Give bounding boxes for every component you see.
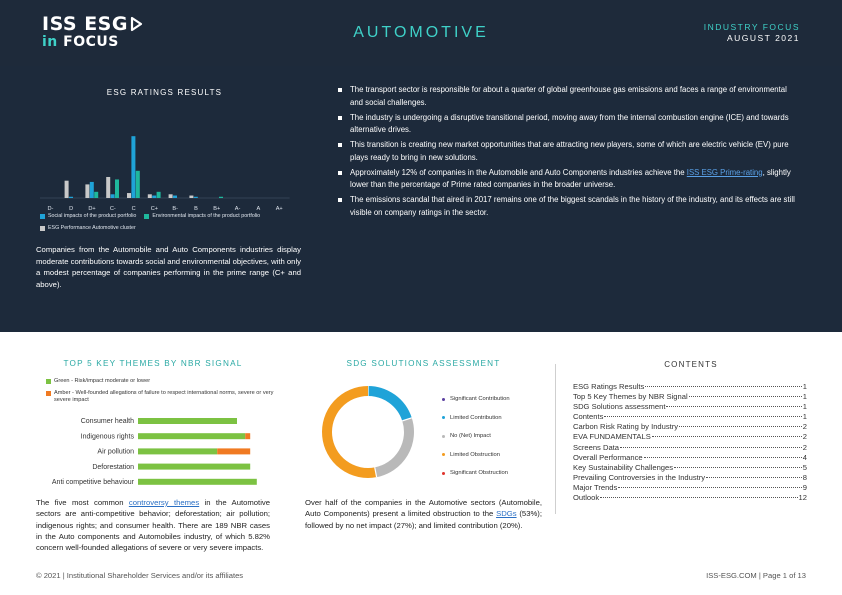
toc-entry[interactable] (573, 422, 807, 432)
toc-label: Overall Performance (573, 452, 643, 462)
sdg-legend-label: Limited Obstruction (450, 451, 500, 458)
sdg-para-text: Over half of the companies in the Automotive sectors (Automobile, Auto Components) present a limited obstruction to the (305, 498, 542, 519)
bullet-square-icon (338, 116, 342, 120)
bullet-text: The industry is undergoing a disruptive transitional period, moving away from the internal combustion engine (ICE) and towards alternative drives. (350, 112, 789, 134)
esg-ratings-chart (30, 102, 300, 212)
bar-green (138, 448, 217, 454)
toc-leader-dots (645, 386, 801, 387)
bullet-text: The emissions scandal that aired in 2017 remains one of the biggest scandals in the history of the industry, and its effects are still visible on company ratings in the sector. (350, 195, 795, 217)
nbr-para-text: in the Automotive sectors are anti-competitive behavior; deforestation; air pollution; indigenous rights; and consumer health. There are 189 NBR cases in the Auto components and Automobiles industry, of which 5.82% concern well-founded allegations of severe or very severe impacts. (36, 498, 271, 553)
summary-bullet (338, 84, 796, 109)
bar-D-2 (65, 181, 69, 198)
toc-label: Carbon Risk Rating by Industry (573, 422, 679, 432)
toc-leader-dots (689, 396, 802, 397)
toc-page-number: 1 (802, 382, 807, 391)
x-tick-label: C- (109, 206, 116, 212)
toc-page-number: 5 (802, 462, 807, 472)
logo-in: in (42, 34, 58, 50)
toc-label: EVA FUNDAMENTALS (573, 432, 651, 442)
bullet-square-icon (338, 143, 342, 147)
report-date: AUGUST 2021 (726, 33, 800, 43)
sdg-legend-label: Limited Contribution (450, 414, 502, 421)
toc-entry[interactable] (573, 432, 807, 442)
legend-label-green: Green - Risk/impact moderate or lower (54, 378, 151, 384)
x-tick-label: A+ (275, 206, 283, 212)
x-tick-label: B (194, 206, 198, 212)
bar-green (138, 418, 237, 424)
bar-C+-2 (148, 194, 152, 198)
toc-label: Prevailing Controversies in the Industry (573, 472, 706, 482)
toc-label: Contents (573, 412, 604, 422)
legend-swatch-cluster (40, 226, 45, 231)
legend-dot-icon (442, 398, 445, 401)
sdg-legend-label: Significant Obstruction (450, 470, 508, 477)
toc-leader-dots (600, 497, 797, 498)
legend-label-cluster: ESG Performance Automotive cluster (48, 225, 136, 231)
toc-label: ESG Ratings Results (573, 382, 645, 391)
toc-entry[interactable] (573, 463, 807, 473)
summary-bullet (338, 139, 796, 164)
bar-amber (217, 448, 250, 454)
toc-label: SDG Solutions assessment (573, 402, 666, 412)
report-type (704, 22, 800, 44)
toc-label: Key Sustainability Challenges (573, 462, 674, 472)
toc-page-number: 12 (798, 493, 807, 503)
bar-B+-1 (219, 197, 223, 198)
theme-label: Deforestation (92, 463, 134, 471)
sdg-donut-chart (318, 382, 418, 482)
esg-ratings-title: ESG RATINGS RESULTS (106, 88, 223, 97)
sdg-legend-item (442, 464, 510, 483)
legend-dot-icon (442, 416, 445, 419)
toc-leader-dots (604, 416, 801, 417)
toc-entry[interactable] (573, 392, 807, 402)
legend-label-amber: Amber - Well-founded allegations of failure to respect international norms, severe or very severe impact (54, 390, 274, 403)
toc-page-number: 9 (802, 482, 807, 492)
toc-page-number: 2 (802, 432, 807, 442)
footer-copyright: © 2021 | Institutional Shareholder Services and/or its affiliates (36, 571, 244, 580)
toc-page-number: 2 (802, 422, 807, 432)
bullet-text: This transition is creating new market opportunities that are attracting new players, some of which are electric vehicle (EV) pure plays ready to bring in new solutions. (350, 140, 789, 162)
summary-section (0, 66, 842, 332)
bar-C-2 (127, 193, 131, 198)
toc-entry[interactable] (573, 453, 807, 463)
toc-leader-dots (674, 467, 802, 468)
table-of-contents (573, 382, 807, 503)
toc-page-number: 2 (802, 442, 807, 452)
summary-bullets (338, 84, 796, 222)
theme-label: Air pollution (97, 448, 134, 456)
legend-label-social: Social impacts of the product portfolio (48, 213, 137, 219)
toc-leader-dots (644, 457, 802, 458)
legend-swatch-environmental (144, 214, 149, 219)
toc-label: Screens Data (573, 442, 620, 452)
legend-dot-icon (442, 472, 445, 475)
sdg-legend-label: No (Net) Impact (450, 433, 491, 440)
bullet-square-icon (338, 88, 342, 92)
toc-page-number: 8 (802, 472, 807, 482)
logo-text: ISS ESG (42, 13, 128, 35)
esg-ratings-paragraph: Companies from the Automobile and Auto Components industries display moderate contributions towards social and environmental objectives, with only a modest percentage of companies performing in the prime range (C+ and above). (36, 245, 301, 289)
toc-entry[interactable] (573, 382, 807, 392)
sdg-para-text: (53%); followed by no net impact (27%); and limited contribution (20%). (305, 509, 543, 530)
toc-leader-dots (679, 426, 802, 427)
nbr-legend-green (46, 378, 286, 385)
legend-item-cluster (40, 225, 136, 231)
toc-leader-dots (618, 487, 801, 488)
legend-item-environmental (144, 213, 260, 219)
sdg-legend (442, 390, 510, 483)
bar-C--0 (111, 194, 115, 198)
nbr-paragraph (36, 497, 270, 553)
nbr-para-text: The five most common (36, 498, 129, 507)
x-tick-label: D+ (88, 206, 96, 212)
bar-green (138, 479, 257, 485)
toc-label: Outlook (573, 493, 600, 503)
toc-leader-dots (620, 447, 802, 448)
toc-page-number: 1 (802, 412, 807, 422)
toc-entry[interactable] (573, 412, 807, 422)
toc-leader-dots (652, 436, 802, 437)
bullet-square-icon (338, 171, 342, 175)
donut-slice (327, 391, 376, 473)
sdg-legend-item (442, 409, 510, 428)
bar-amber (245, 433, 250, 439)
x-tick-label: A (256, 206, 261, 212)
bar-D+-0 (90, 182, 94, 198)
legend-dot-icon (442, 435, 445, 438)
bar-C-0 (131, 136, 135, 198)
bar-D+-1 (94, 192, 98, 198)
industry-focus-label: INDUSTRY FOCUS (703, 22, 800, 32)
controversy-themes-link[interactable]: controversy themes (128, 498, 200, 507)
bar-D-0 (69, 197, 73, 198)
nbr-legend-amber (46, 390, 286, 404)
toc-entry[interactable] (573, 493, 807, 503)
esg-chart-legend (40, 213, 300, 237)
sdg-paragraph (305, 497, 542, 531)
summary-bullet (338, 194, 796, 219)
x-tick-label: D (69, 206, 74, 212)
sdg-section-title: SDG SOLUTIONS ASSESSMENT (346, 359, 501, 368)
bar-C-1 (136, 171, 140, 198)
legend-dot-icon (442, 453, 445, 456)
bar-D+-2 (85, 184, 89, 198)
toc-entry[interactable] (573, 443, 807, 453)
logo-focus: FOCUS (63, 34, 119, 50)
bar-B--0 (173, 196, 177, 198)
bar-C+-0 (152, 196, 156, 198)
toc-page-number: 4 (802, 452, 807, 462)
x-tick-label: C+ (150, 206, 159, 212)
toc-page-number: 1 (802, 402, 807, 412)
sdg-legend-item (442, 446, 510, 465)
bar-C--1 (115, 179, 119, 198)
x-tick-label: B- (172, 206, 178, 212)
x-tick-label: B+ (213, 206, 221, 212)
summary-bullet (338, 112, 796, 137)
toc-label: Major Trends (573, 482, 618, 492)
x-tick-label: D- (47, 206, 54, 212)
donut-slice (376, 419, 409, 472)
bar-C--2 (106, 177, 110, 198)
bar-C+-1 (157, 192, 161, 198)
toc-page-number: 1 (802, 392, 807, 402)
toc-label: Top 5 Key Themes by NBR Signal (573, 392, 688, 402)
theme-label: Indigenous rights (80, 433, 134, 441)
toc-entry[interactable] (573, 483, 807, 493)
header-band (0, 0, 842, 66)
contents-divider (555, 364, 556, 514)
bar-B-2 (189, 196, 193, 198)
x-tick-label: C (131, 206, 136, 212)
legend-swatch-green (46, 379, 51, 384)
bar-B--2 (169, 194, 173, 198)
toc-entry[interactable] (573, 402, 807, 412)
summary-bullet (338, 167, 796, 192)
bullet-text: Approximately 12% of companies in the Automobile and Auto Components industries achieve the (350, 167, 687, 177)
sdg-legend-label: Significant Contribution (450, 396, 510, 403)
nbr-legend (46, 378, 286, 409)
donut-slice (368, 391, 407, 419)
nbr-themes-chart (36, 414, 276, 492)
bullet-text: The transport sector is responsible for about a quarter of global greenhouse gas emissions and faces a range of environmental and social challenges. (350, 85, 787, 107)
x-tick-label: A- (234, 206, 241, 212)
sdg-legend-item (442, 427, 510, 446)
contents-title: CONTENTS (664, 360, 718, 369)
legend-swatch-social (40, 214, 45, 219)
bullet-text: , slightly lower than the percentage of Prime rated companies in the broader universe. (350, 167, 791, 189)
bar-green (138, 433, 245, 439)
toc-leader-dots (666, 406, 801, 407)
legend-item-social (40, 213, 136, 219)
page-title: AUTOMOTIVE (353, 24, 489, 41)
legend-swatch-amber (46, 391, 51, 396)
legend-label-environmental: Environmental impacts of the product portfolio (152, 213, 261, 219)
toc-leader-dots (706, 477, 802, 478)
sdgs-link[interactable]: SDGs (496, 509, 517, 519)
bar-green (138, 464, 250, 470)
nbr-section-title: TOP 5 KEY THEMES BY NBR SIGNAL (63, 359, 243, 368)
theme-label: Consumer health (80, 418, 134, 426)
theme-label: Anti competitive behaviour (51, 479, 134, 486)
sdg-legend-item (442, 390, 510, 409)
prime-rating-link[interactable]: ISS ESG Prime-rating (686, 167, 763, 177)
toc-entry[interactable] (573, 473, 807, 483)
footer-page-info: ISS-ESG.COM | Page 1 of 13 (706, 571, 806, 580)
bar-B-0 (194, 197, 198, 198)
bullet-square-icon (338, 198, 342, 202)
